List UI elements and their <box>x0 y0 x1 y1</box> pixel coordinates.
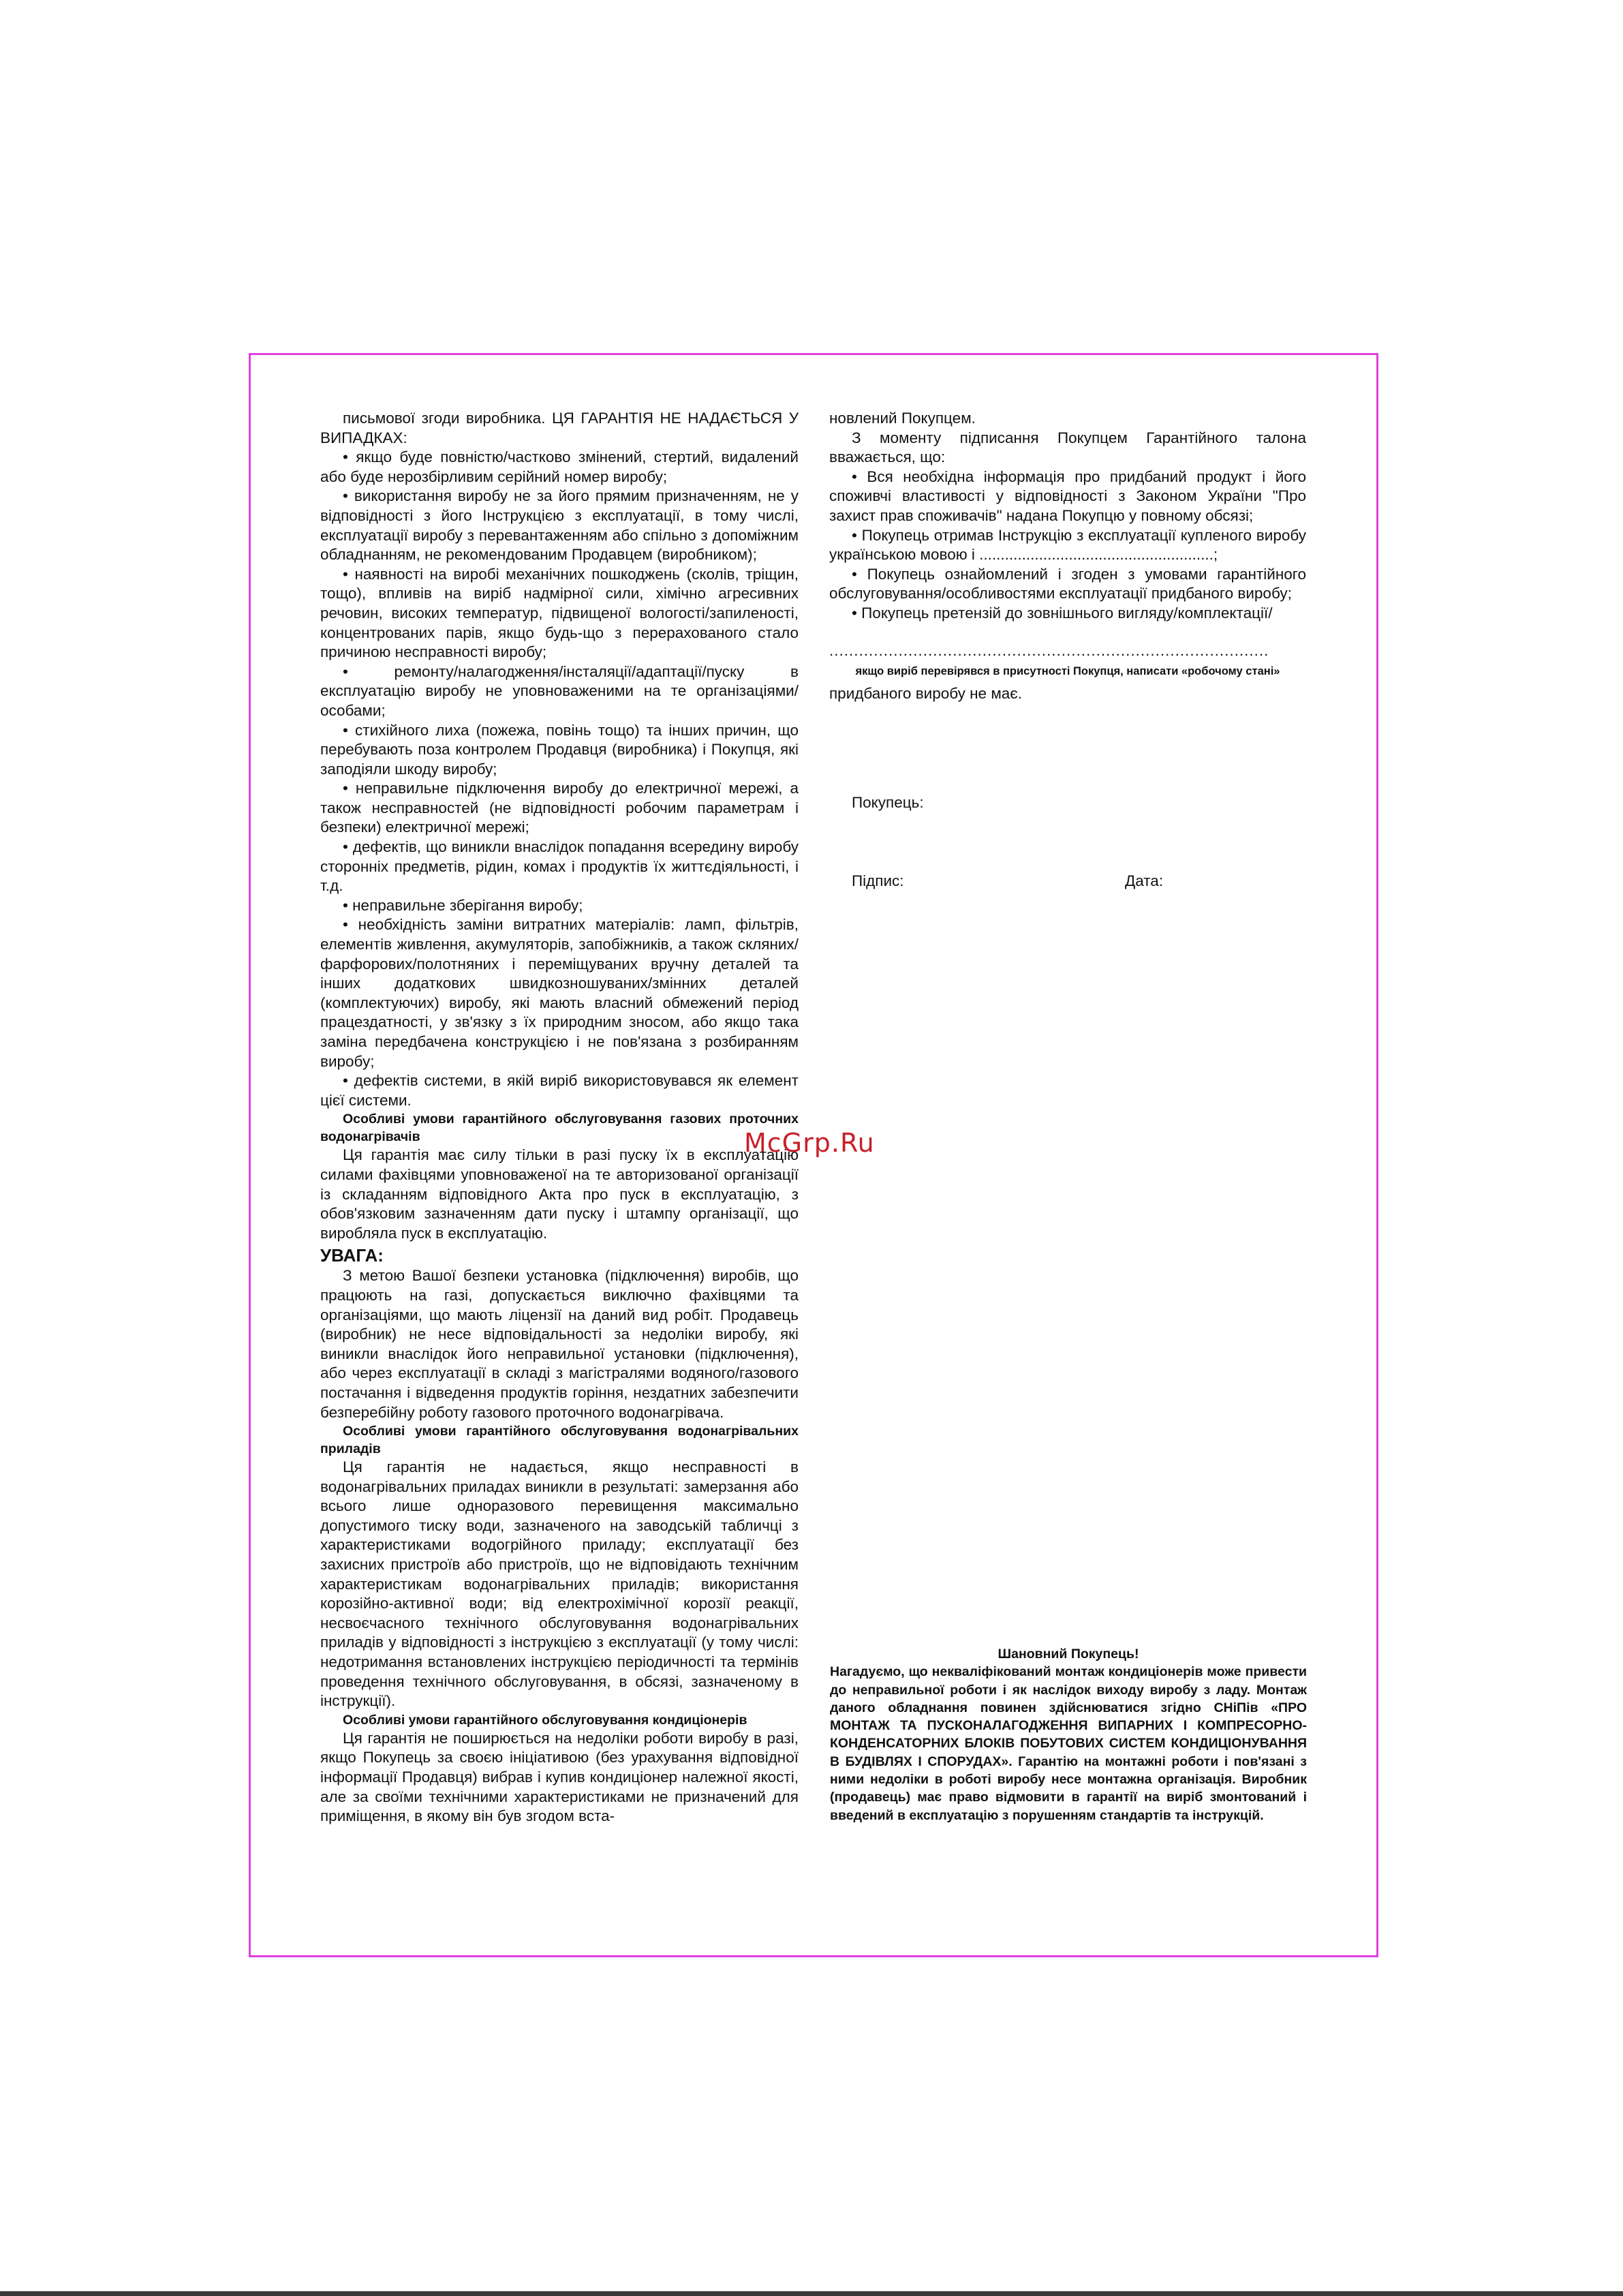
paragraph: Ця гарантія має силу тільки в разі пуску їх в експлуатацію силами фахівцями уповноваженої на те авторизованої організації із складанням відповідного Акта про пуск в експлуатацію, з обов'язковим зазначенням дати пуску і штампу організації, що виробляла пуск в експлуатацію. <box>320 1146 799 1242</box>
paragraph: Ця гарантія не поширюється на недоліки роботи виробу в разі, якщо Покупець за своєю ініціативою (без урахування відповідної інформації Продавця) вибрав і купив кондиціонер належної якості, але за своїми технічними характеристиками не призначений для приміщення, в якому він був згодом вста- <box>320 1729 799 1825</box>
watermark: McGrp.Ru <box>744 1128 875 1158</box>
section-heading-air-conditioners: Особливі умови гарантійного обслуговування кондиціонерів <box>343 1712 747 1728</box>
bullet-item: • Вся необхідна інформація про придбаний продукт і його споживчі властивості у відповідності з Законом України "Про захист прав споживачів" надана Покупцю у повному обсязі; <box>829 468 1306 524</box>
bullet-item: • дефектів, що виникли внаслідок попадання всередину виробу сторонніх предметів, рідин, комах і продуктів їх життєдіяльності, і т.д. <box>320 838 799 895</box>
bullet-item: • ремонту/налагодження/інсталяції/адаптації/пуску в експлуатацію виробу не уповноваженими на те організаціями/особами; <box>320 662 799 719</box>
bullet-item: • Покупець отримав Інструкцію з експлуатації купленого виробу українською мовою і .......................................................; <box>829 526 1306 564</box>
paragraph: Ця гарантія не надається, якщо несправності в водонагрівальних приладах виникли в результаті: замерзання або всього лише одноразового перевищення максимально допустимого тиску води, зазначеного на заводській табличці з характеристиками водогрійного приладу; експлуатації без захисних пристроїв або пристроїв, що не відповідають технічним характеристикам водонагрівальних приладів; використання корозійно-активної води; від електрохімічної корозії реакції, несвоєчасного технічного обслуговування водонагрівальних приладів у відповідності з інструкцією з експлуатації (у тому числі: недотримання встановлених інструкцією періодичності та термінів проведення технічного обслуговування, в обсязі, зазначеному в інструкції). <box>320 1458 799 1710</box>
date-label: Дата: <box>1125 872 1164 889</box>
notice-body: Нагадуємо, що некваліфікований монтаж кондиціонерів може привести до неправильної роботи і як наслідок виходу виробу з ладу. Монтаж даного обладнання повинен здійснюватися згідно СНіПів «ПРО МОНТАЖ ТА ПУСКОНАЛАГОДЖЕННЯ ВИПАРНИХ І КОМПРЕСОРНО-КОНДЕНСАТОРНИХ БЛОКІВ ПОБУТОВИХ СИСТЕМ КОНДИЦІОНУВАННЯ В БУДІВЛЯХ І СПОРУДАХ». Гарантію на монтажні роботи і пов'язані з ними недоліки в роботі виробу несе монтажна організація. Виробник (продавець) має право відмовити в гарантії на виріб змонтований і введений в експлуатацію з порушенням стандартів та інструкцій. <box>830 1664 1307 1823</box>
notice-block <box>830 1645 1307 1824</box>
notice-title: Шановний Покупець! <box>998 1647 1139 1662</box>
bullet-item: • стихійного лиха (пожежа, повінь тощо) та інших причин, що перебувають поза контролем Продавця (виробника) і Покупця, які заподіяли шкоду виробу; <box>320 721 799 778</box>
bullet-item: • дефектів системи, в якій виріб використовувався як елемент цієї системи. <box>320 1072 799 1109</box>
warning-heading: УВАГА: <box>320 1245 384 1266</box>
signature-label: Підпис: <box>852 872 904 889</box>
bullet-item: • неправильне підключення виробу до електричної мережі, а також несправностей (не відповідності робочим параметрам і безпеки) електричної мережі; <box>320 780 799 836</box>
bullet-item: • використання виробу не за його прямим призначенням, не у відповідності з його Інструкцією з експлуатації, в тому числі, експлуатації виробу з перевантаженням або спільно з допоміжним обладнанням, не рекомендованим Продавцем (виробником); <box>320 487 799 564</box>
paragraph: придбаного виробу не має. <box>829 685 1023 703</box>
section-heading-gas-heaters: Особливі умови гарантійного обслуговування газових проточних водонагрівачів <box>320 1112 799 1145</box>
bullet-item: • Покупець претензій до зовнішнього вигляду/комплектації/ <box>852 604 1273 622</box>
paragraph: З метою Вашої безпеки установка (підключення) виробів, що працюють на газі, допускається виключно фахівцями та організаціями, що мають ліцензії на даний вид робіт. Продавець (виробник) не несе відповідальності за недоліки виробу, які виникли внаслідок його неправильної установки (підключення), або через експлуатації в складі з магістралями водяного/газового постачання і відведення продуктів горіння, нездатних забезпечити безперебійну роботу газового проточного водонагрівача. <box>320 1267 799 1421</box>
fill-in-hint: якщо виріб перевірявся в присутності Покупця, написати «робочому стані» <box>855 665 1280 678</box>
bullet-item: • Покупець ознайомлений і згоден з умовами гарантійного обслуговування/особливостями експлуатації придбаного виробу; <box>829 565 1306 602</box>
bullet-item: • якщо буде повністю/частково змінений, стертий, видалений або буде нерозбірливим серійний номер виробу; <box>320 448 799 485</box>
section-heading-water-heaters: Особливі умови гарантійного обслуговування водонагрівальних приладів <box>320 1424 799 1457</box>
paragraph: письмової згоди виробника. ЦЯ ГАРАНТІЯ НЕ НАДАЄТЬСЯ У ВИПАДКАХ: <box>320 410 799 446</box>
bullet-item: • наявності на виробі механічних пошкоджень (сколів, тріщин, тощо), впливів на виріб надмірної сили, хімічно агресивних речовин, високих температур, підвищеної вологості/запиленості, концентрованих парів, якщо будь-що з перерахованого стало причиною несправності виробу; <box>320 565 799 661</box>
fill-in-line: ......................................................................................... <box>829 641 1269 659</box>
right-column <box>829 409 1306 704</box>
left-column <box>320 409 799 1826</box>
bullet-item: • необхідність заміни витратних матеріалів: ламп, фільтрів, елементів живлення, акумуляторів, запобіжників, а також скляних/фарфорових/полотняних і переміщуваних вручну деталей та інших додаткових швидкозношуваних/змінних деталей (комплектуючих) виробу, які мають власний обмежений період працездатності, у зв'язку з їх природним зносом, або якщо така заміна передбачена конструкцією і не пов'язана з розбиранням виробу; <box>320 916 799 1070</box>
paragraph: новлений Покупцем. <box>829 410 976 427</box>
bullet-item: • неправильне зберігання виробу; <box>343 896 583 914</box>
buyer-label: Покупець: <box>852 794 924 811</box>
bottom-rule <box>0 2291 1623 2296</box>
paragraph: З моменту підписання Покупцем Гарантійного талона вважається, що: <box>829 429 1306 466</box>
